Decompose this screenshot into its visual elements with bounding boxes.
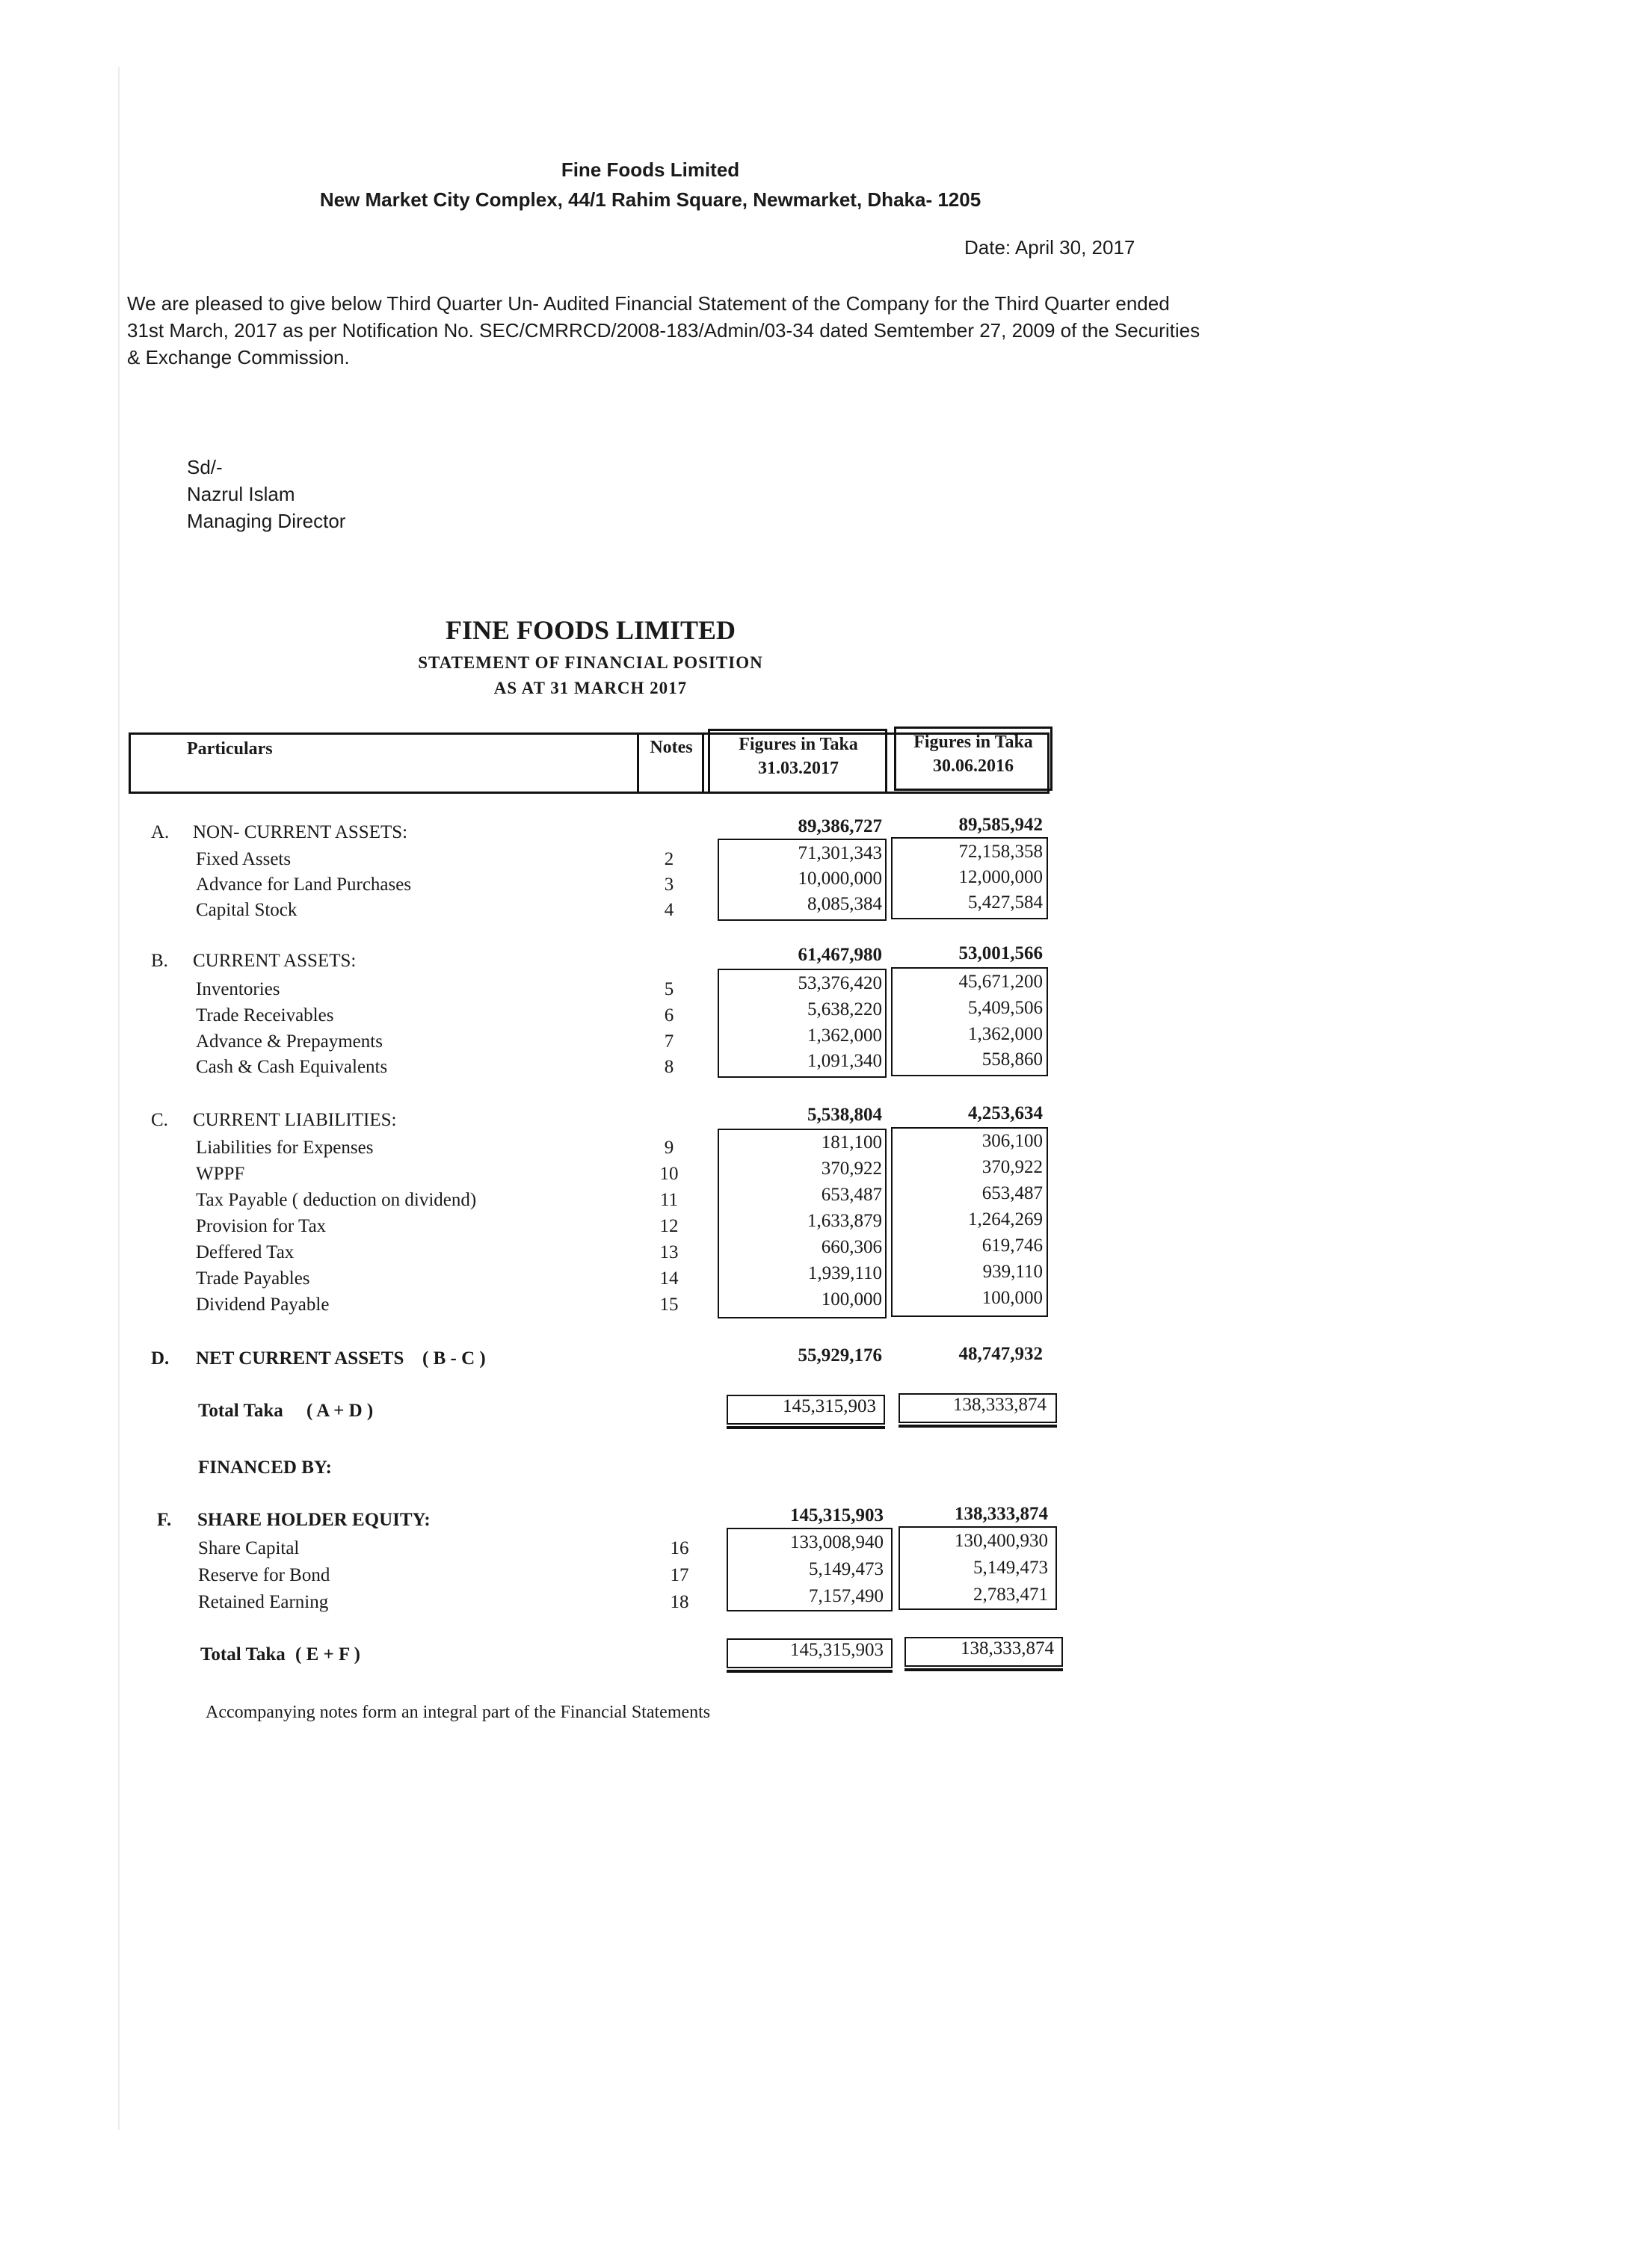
table-row-label: Deffered Tax [196,1242,295,1262]
table-row-2016: 5,427,584 [968,892,1043,913]
table-row-2016: 45,671,200 [958,972,1043,992]
table-row-note: 9 [664,1138,674,1158]
col2-header-line1: Figures in Taka [913,732,1033,752]
table-row-2017: 5,149,473 [809,1559,884,1579]
table-row-2016: 619,746 [981,1236,1043,1256]
total-ad-underline-2016 [899,1425,1057,1428]
signatory-name: Nazrul Islam [187,483,295,505]
table-row-label: Reserve for Bond [198,1565,330,1585]
table-row-note: 15 [659,1295,679,1315]
total-ad-2016: 138,333,874 [953,1395,1047,1415]
equity-title: SHARE HOLDER EQUITY: [197,1510,431,1530]
total-ef-2017: 145,315,903 [790,1640,884,1660]
table-row-2017: 71,301,343 [798,843,882,863]
table-row-2017: 133,008,940 [790,1532,884,1552]
intro-paragraph: We are pleased to give below Third Quarter Un- Audited Financial Statement of the Company for the Third Quarter ended 31st March, 2017 as per Notification No. SEC/CMRRCD/2008-183/Admin/03-34 dated Semtember 27, 2009 of the Securities & Exchange Commission. [127,292,1201,368]
table-row-2017: 53,376,420 [798,973,882,993]
table-row-label: Tax Payable ( deduction on dividend) [196,1190,477,1210]
section-c-letter: C. [151,1110,168,1130]
table-row-2016: 653,487 [981,1183,1043,1203]
table-row-note: 14 [659,1268,679,1289]
table-row-2016: 5,149,473 [973,1558,1048,1578]
table-row-label: Trade Payables [196,1268,310,1289]
table-row-label: Fixed Assets [196,849,292,869]
table-row-label: Trade Receivables [196,1005,334,1025]
table-row-2016: 558,860 [981,1049,1043,1070]
table-row-label: Liabilities for Expenses [196,1138,374,1158]
sign-off: Sd/- [187,456,223,478]
table-row-2017: 1,091,340 [807,1051,882,1071]
table-row-label: Share Capital [198,1538,300,1558]
table-row-note: 10 [659,1164,679,1184]
table-row-note: 17 [670,1565,689,1585]
letter-date: Date: April 30, 2017 [964,236,1135,259]
particulars-header: Particulars [187,739,273,759]
signatory-title: Managing Director [187,510,346,532]
table-row-2016: 72,158,358 [958,842,1043,862]
col2-header-line2: 30.06.2016 [933,756,1014,776]
notes-header: Notes [650,738,693,757]
section-b-total-2017: 61,467,980 [798,945,882,965]
net-current-label: NET CURRENT ASSETS [196,1348,404,1369]
table-row-2016: 12,000,000 [958,867,1043,887]
table-row-2017: 370,922 [821,1159,882,1179]
statement-subtitle: STATEMENT OF FINANCIAL POSITION [418,653,763,672]
financed-by-label: FINANCED BY: [198,1457,332,1478]
statement-date: AS AT 31 MARCH 2017 [493,679,688,697]
total-ad-label: Total Taka [198,1401,283,1421]
table-row-2017: 100,000 [821,1289,882,1309]
footnote: Accompanying notes form an integral part of the Financial Statements [206,1703,711,1722]
table-row-label: Provision for Tax [196,1216,327,1236]
total-ad-formula: ( A + D ) [306,1401,374,1421]
total-ad-2017: 145,315,903 [783,1396,876,1416]
table-row-2017: 10,000,000 [798,869,882,889]
equity-total-2016: 138,333,874 [955,1504,1048,1524]
net-current-formula: ( B - C ) [422,1348,486,1369]
table-row-2016: 100,000 [981,1288,1043,1308]
table-row-2016: 130,400,930 [955,1531,1048,1551]
total-ef-label: Total Taka [200,1644,286,1665]
net-current-letter: D. [151,1348,170,1369]
table-row-note: 6 [664,1005,674,1025]
table-row-label: Dividend Payable [196,1295,330,1315]
section-a-total-2017: 89,386,727 [798,816,882,836]
equity-letter: F. [157,1510,172,1530]
table-row-2017: 7,157,490 [809,1586,884,1606]
table-row-2017: 1,633,879 [807,1211,882,1231]
total-ef-underline-2017 [727,1670,893,1673]
section-b-letter: B. [151,951,168,971]
section-a-letter: A. [151,822,170,842]
table-row-label: Capital Stock [196,900,298,920]
section-b-total-2016: 53,001,566 [958,943,1043,963]
table-row-2016: 370,922 [981,1157,1043,1177]
section-c-total-2016: 4,253,634 [968,1103,1043,1123]
table-row-2017: 8,085,384 [807,894,882,914]
total-ef-2016: 138,333,874 [961,1638,1054,1659]
table-row-label: Cash & Cash Equivalents [196,1057,388,1077]
table-row-2016: 1,264,269 [968,1209,1043,1230]
table-row-2016: 2,783,471 [973,1585,1048,1605]
table-row-note: 18 [670,1592,689,1612]
table-row-note: 12 [659,1216,679,1236]
table-row-2017: 1,362,000 [807,1025,882,1046]
statement-title: FINE FOODS LIMITED [445,615,736,645]
table-row-note: 2 [664,849,674,869]
net-current-2016: 48,747,932 [958,1344,1043,1364]
company-name: Fine Foods Limited [561,158,740,181]
table-row-2017: 5,638,220 [807,999,882,1019]
table-row-2017: 660,306 [821,1237,882,1257]
col1-header-line1: Figures in Taka [739,735,858,754]
table-row-label: Inventories [196,979,280,999]
section-b-title: CURRENT ASSETS: [193,951,357,971]
table-row-label: Advance for Land Purchases [196,874,412,895]
section-c-total-2017: 5,538,804 [807,1105,882,1125]
table-row-2017: 653,487 [821,1185,882,1205]
table-row-note: 5 [664,979,674,999]
table-row-2017: 181,100 [821,1132,882,1153]
table-row-note: 4 [664,900,674,920]
table-row-note: 8 [664,1057,674,1077]
table-row-2016: 1,362,000 [968,1024,1043,1044]
table-row-note: 16 [670,1538,689,1558]
total-ef-formula: ( E + F ) [295,1644,360,1665]
table-row-2016: 939,110 [982,1262,1043,1282]
company-address: New Market City Complex, 44/1 Rahim Square, Newmarket, Dhaka- 1205 [319,188,981,211]
table-row-2016: 5,409,506 [968,998,1043,1018]
net-current-2017: 55,929,176 [798,1345,882,1366]
table-row-note: 7 [664,1031,674,1052]
table-row-2016: 306,100 [981,1131,1043,1151]
scan-edge [118,67,120,2130]
total-ef-underline-2016 [904,1668,1063,1671]
col1-header-line2: 31.03.2017 [758,759,839,778]
section-a-total-2016: 89,585,942 [958,815,1043,835]
table-row-note: 3 [664,874,674,895]
table-row-note: 13 [659,1242,679,1262]
total-ad-underline-2017 [727,1426,885,1429]
section-a-title: NON- CURRENT ASSETS: [193,822,408,842]
table-row-2017: 1,939,110 [807,1263,882,1283]
table-row-note: 11 [659,1190,679,1210]
equity-total-2017: 145,315,903 [790,1505,884,1526]
table-row-label: Retained Earning [198,1592,329,1612]
table-row-label: Advance & Prepayments [196,1031,383,1052]
section-c-title: CURRENT LIABILITIES: [193,1110,397,1130]
table-row-label: WPPF [196,1164,245,1184]
